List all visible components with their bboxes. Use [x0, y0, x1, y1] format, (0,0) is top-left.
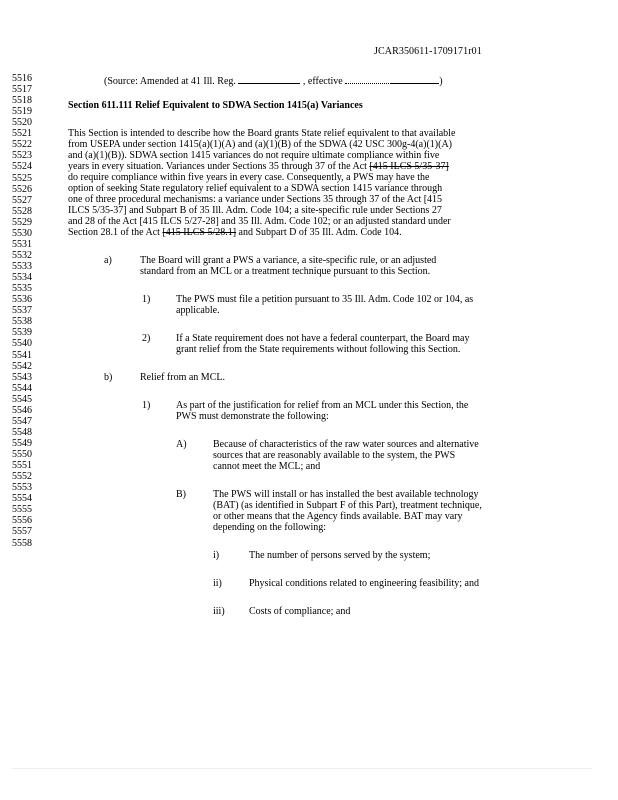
line-number: 5540 — [12, 338, 32, 350]
intro-line: and (a)(1)(B)). SDWA section 1415 variances do not require ultimate compliance within five — [68, 150, 440, 161]
item-text: (BAT) (as identified in Subpart F of this Part), treatment technique, — [213, 500, 482, 511]
line-number: 5553 — [12, 482, 32, 494]
line-number: 5557 — [12, 526, 32, 538]
item-label: b) — [104, 372, 113, 383]
line-number: 5516 — [12, 73, 32, 84]
line-number: 5556 — [12, 515, 32, 527]
line-number: 5528 — [12, 205, 32, 217]
line-number: 5542 — [12, 360, 32, 372]
line-number: 5548 — [12, 426, 32, 438]
line-number: 5525 — [12, 172, 32, 184]
item-text: grant relief from the State requirements without following this Section. — [176, 344, 461, 355]
intro-line: and 28 of the Act [415 ILCS 5/27-28] and 35 Ill. Adm. Code 102; or an adjusted standard under — [68, 216, 451, 227]
section-heading: Section 611.111 Relief Equivalent to SDWA Section 1415(a) Variances — [68, 100, 363, 111]
line-number: 5550 — [12, 449, 32, 461]
line-number: 5536 — [12, 294, 32, 306]
item-label: 1) — [142, 294, 151, 305]
intro-text: and Subpart D of 35 Ill. Adm. Code 104. — [236, 227, 402, 238]
deleted-citation: [415 ILCS 5/28.1] — [162, 227, 237, 238]
line-number: 5517 — [12, 84, 32, 96]
item-text: If a State requirement does not have a federal counterpart, the Board may — [176, 333, 470, 344]
line-number: 5535 — [12, 283, 32, 295]
item-text: depending on the following: — [213, 522, 327, 533]
item-text: Costs of compliance; and — [249, 606, 351, 617]
line-number: 5530 — [12, 227, 32, 239]
item-label: A) — [176, 439, 187, 450]
item-text: The PWS will install or has installed the best available technology — [213, 489, 479, 500]
line-number: 5547 — [12, 415, 32, 427]
intro-text: Section 28.1 of the Act — [68, 227, 160, 238]
intro-line: option of seeking State regulatory relief equivalent to a SDWA section 1415 variance through — [68, 183, 443, 194]
intro-line: This Section is intended to describe how the Board grants State relief equivalent to that available — [68, 128, 456, 139]
line-number: 5518 — [12, 95, 32, 107]
line-number: 5539 — [12, 327, 32, 339]
line-number: 5522 — [12, 139, 32, 151]
line-number: 5558 — [12, 537, 32, 549]
item-text: The PWS must file a petition pursuant to 35 Ill. Adm. Code 102 or 104, as — [176, 294, 474, 305]
intro-text: years in every situation. Variances under Sections 35 through 37 of the Act — [68, 161, 367, 172]
source-suffix: ) — [439, 76, 443, 87]
line-number: 5549 — [12, 437, 32, 449]
item-text: As part of the justification for relief from an MCL under this Section, the — [176, 400, 469, 411]
deleted-citation: [415 ILCS 5/35-37] — [369, 161, 449, 172]
line-number: 5538 — [12, 316, 32, 328]
page-bottom-rule — [12, 768, 592, 769]
line-number: 5531 — [12, 238, 32, 250]
item-label: ii) — [213, 578, 222, 589]
line-number: 5519 — [12, 106, 32, 118]
line-number: 5534 — [12, 272, 32, 284]
line-number: 5546 — [12, 404, 32, 416]
item-text: PWS must demonstrate the following: — [176, 411, 329, 422]
item-text: sources that are reasonably available to the system, the PWS — [213, 450, 456, 461]
line-number: 5533 — [12, 261, 32, 273]
intro-line — [68, 228, 402, 238]
effective-dots — [345, 75, 391, 84]
item-text: standard from an MCL or a treatment technique pursuant to this Section. — [140, 266, 431, 277]
line-number: 5521 — [12, 128, 32, 140]
line-number: 5544 — [12, 382, 32, 394]
line-number: 5537 — [12, 305, 32, 317]
item-text: The number of persons served by the system; — [249, 550, 431, 561]
item-text: cannot meet the MCL; and — [213, 461, 321, 472]
item-label: iii) — [213, 606, 225, 617]
line-number: 5555 — [12, 504, 32, 516]
item-label: 2) — [142, 333, 151, 344]
line-number: 5541 — [12, 349, 32, 361]
intro-line: ILCS 5/35-37] and Subpart B of 35 Ill. Adm. Code 104; a site-specific rule under Sections 27 — [68, 205, 442, 216]
intro-line: from USEPA under section 1415(a)(1)(A) and (a)(1)(B) of the SDWA (42 USC 300g-4(a)(1)(A) — [68, 139, 452, 150]
item-text: or other means that the Agency finds available. BAT may vary — [213, 511, 463, 522]
source-effective: , effective — [302, 76, 343, 87]
line-number: 5527 — [12, 194, 32, 206]
line-number: 5551 — [12, 460, 32, 472]
line-number: 5554 — [12, 493, 32, 505]
register-blank — [238, 74, 300, 84]
line-number: 5543 — [12, 371, 32, 383]
effective-blank — [391, 74, 439, 84]
line-number: 5529 — [12, 216, 32, 228]
item-label: i) — [213, 550, 220, 561]
intro-line: one of three procedural mechanisms: a variance under Sections 35 through 37 of the Act [415 — [68, 194, 443, 205]
line-number: 5526 — [12, 183, 32, 195]
intro-line — [68, 162, 449, 172]
document-id-header: JCAR350611-1709171r01 — [374, 46, 482, 57]
item-text: Relief from an MCL. — [140, 372, 225, 383]
line-number: 5545 — [12, 393, 32, 405]
item-text: applicable. — [176, 305, 220, 316]
item-text: Because of characteristics of the raw water sources and alternative — [213, 439, 479, 450]
source-note — [104, 74, 443, 87]
line-number: 5532 — [12, 249, 32, 261]
line-number: 5524 — [12, 161, 32, 173]
line-number: 5523 — [12, 150, 32, 162]
item-text: The Board will grant a PWS a variance, a site-specific rule, or an adjusted — [140, 255, 437, 266]
line-number: 5520 — [12, 117, 32, 129]
item-label: 1) — [142, 400, 151, 411]
source-prefix: (Source: Amended at 41 Ill. Reg. — [104, 76, 236, 87]
item-text: Physical conditions related to engineering feasibility; and — [249, 578, 479, 589]
item-label: B) — [176, 489, 186, 500]
line-number: 5552 — [12, 471, 32, 483]
intro-line: do require compliance within five years in every case. Consequently, a PWS may have the — [68, 172, 430, 183]
item-label: a) — [104, 255, 112, 266]
